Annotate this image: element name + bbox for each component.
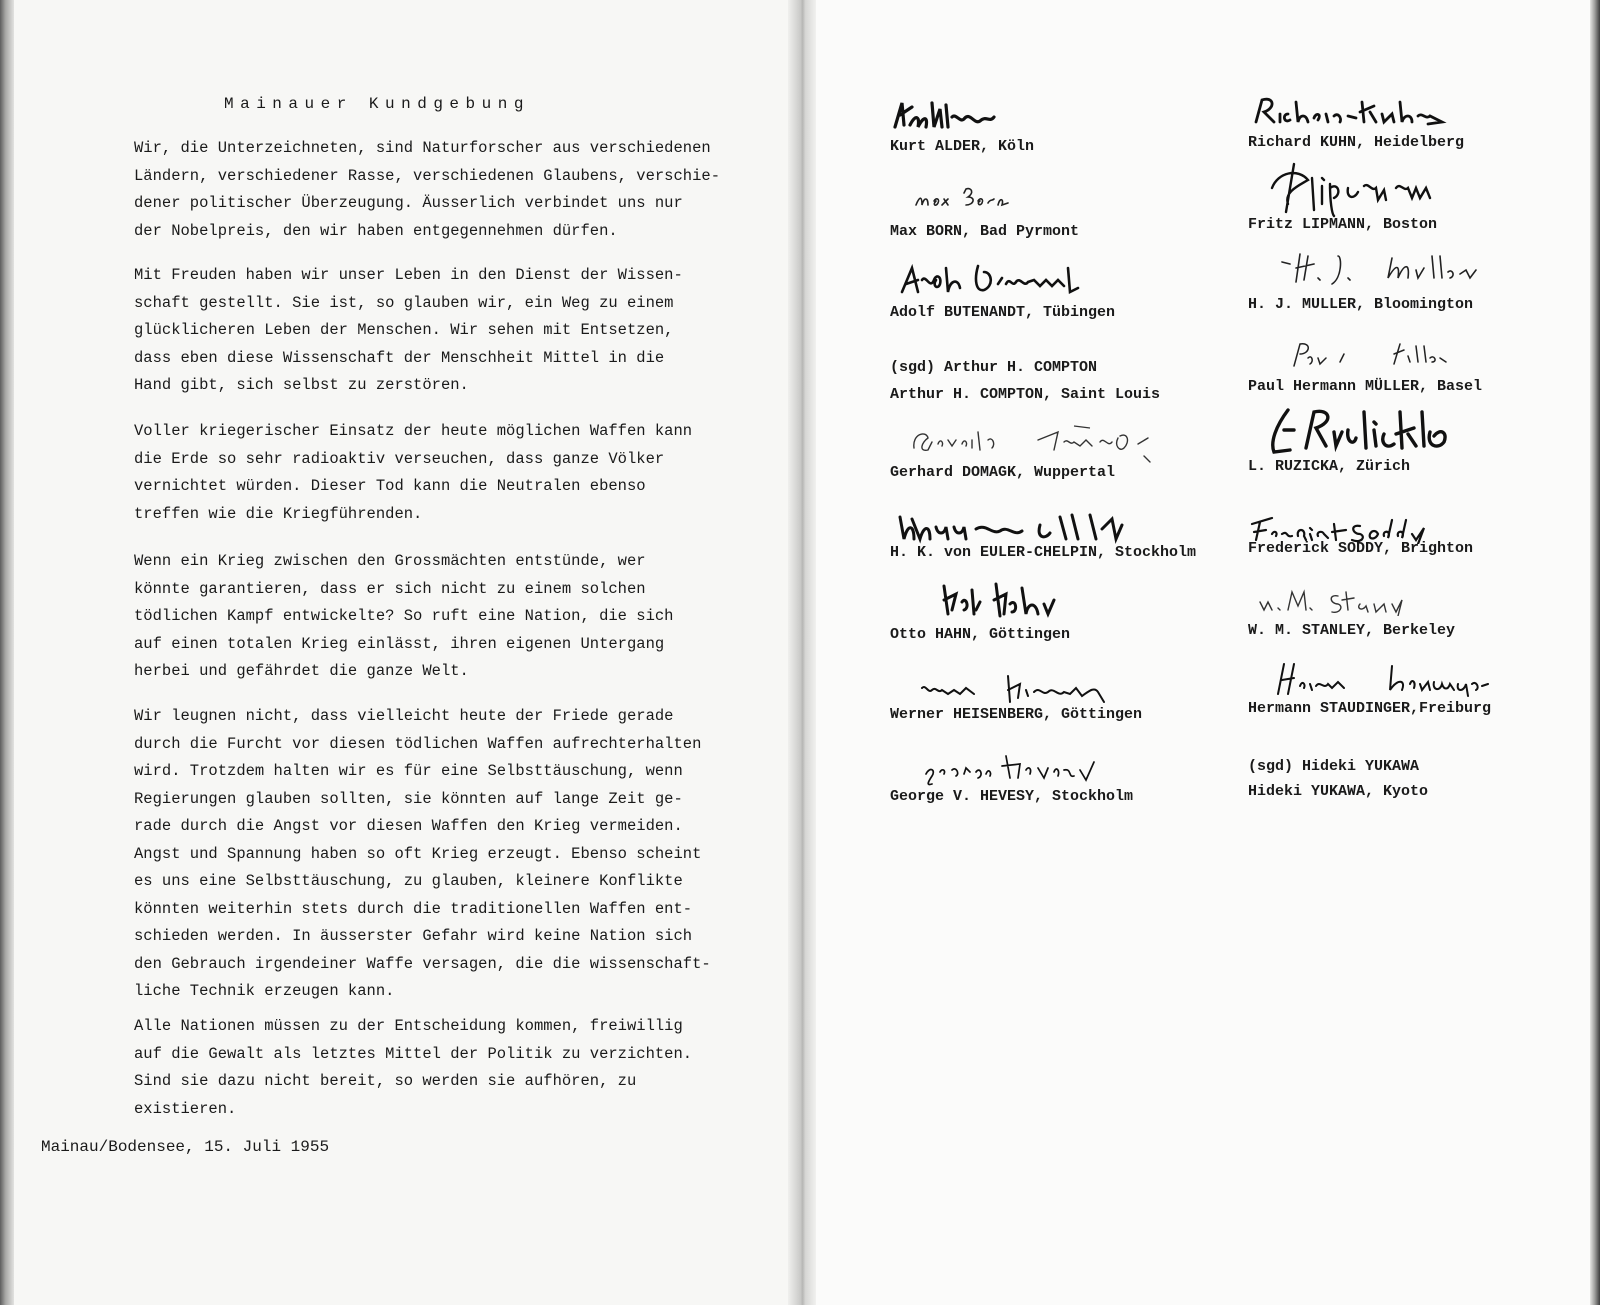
handwritten-signature (898, 258, 1168, 302)
paragraph-6: Alle Nationen müssen zu der Entscheidung kommen, freiwillig auf die Gewalt als letztes Mittel der Politik zu verzichten. Sind sie dazu nicht bereit, so werden sie aufhören, zu existieren. (134, 1017, 693, 1118)
dateline: Mainau/Bodensee, 15. Juli 1955 (41, 1138, 330, 1156)
handwritten-signature (914, 183, 1014, 213)
handwritten-signature (1252, 92, 1452, 132)
signatory-name: L. RUZICKA, Zürich (1248, 458, 1411, 475)
handwritten-signature (1280, 248, 1500, 288)
book-edge-left (0, 0, 14, 1305)
signatory-name: W. M. STANLEY, Berkeley (1248, 622, 1456, 639)
handwritten-signature (1290, 340, 1460, 372)
handwritten-signature (896, 505, 1136, 549)
signatory-name: Paul Hermann MÜLLER, Basel (1248, 378, 1483, 395)
signatory-name: Adolf BUTENANDT, Tübingen (890, 304, 1116, 321)
handwritten-signature (908, 418, 1178, 468)
handwritten-signature (918, 668, 1158, 708)
handwritten-signature (1268, 158, 1448, 218)
book-edge-right (1590, 0, 1600, 1305)
signatory-name: Fritz LIPMANN, Boston (1248, 216, 1438, 233)
handwritten-signature (1272, 660, 1512, 700)
signatory-name: Max BORN, Bad Pyrmont (890, 223, 1080, 240)
signatory-name: Kurt ALDER, Köln (890, 138, 1035, 155)
paragraph-3: Voller kriegerischer Einsatz der heute möglichen Waffen kann die Erde so sehr radioaktiv verseuchen, dass ganze Völker vernichtet würden. Dieser Tod kann die Neutralen ebenso treffen wie die Kriegführenden. (134, 422, 693, 523)
handwritten-signature (1256, 586, 1416, 616)
signatory-name: H. J. MULLER, Bloomington (1248, 296, 1474, 313)
handwritten-signature (940, 580, 1060, 625)
signatory-name: George V. HEVESY, Stockholm (890, 788, 1134, 805)
sgd-line: (sgd) Hideki YUKAWA (1248, 758, 1420, 775)
signatory-name: Werner HEISENBERG, Göttingen (890, 706, 1143, 723)
signatory-name: H. K. von EULER-CHELPIN, Stockholm (890, 544, 1197, 561)
signatory-name: Frederick SODDY, Brighton (1248, 540, 1474, 557)
right-page (816, 0, 1590, 1305)
book-gutter (788, 0, 816, 1305)
signatory-name: Otto HAHN, Göttingen (890, 626, 1071, 643)
sgd-line: (sgd) Arthur H. COMPTON (890, 359, 1098, 376)
signatory-name: Arthur H. COMPTON, Saint Louis (890, 386, 1161, 403)
signatory-name: Gerhard DOMAGK, Wuppertal (890, 464, 1116, 481)
signatory-name: Hermann STAUDINGER,Freiburg (1248, 700, 1492, 717)
paragraph-2: Mit Freuden haben wir unser Leben in den Dienst der Wissen- schaft gestellt. Sie ist, so glauben wir, ein Weg zu einem glücklicheren Leben der Menschen. Wir sehen mit Entsetzen, dass eben diese Wissenschaft der Menschheit Mittel in die Hand gibt, sich selbst zu zerstören. (134, 266, 683, 394)
signatory-name: Richard KUHN, Heidelberg (1248, 134, 1465, 151)
paragraph-5: Wir leugnen nicht, dass vielleicht heute der Friede gerade durch die Furcht vor diesen tödlichen Waffen aufrechterhalten wird. Trotzdem halten wir es für eine Selbsttäuschung, wenn Regierungen glauben sollten, sie könnten auf lange Zeit ge- rade durch die Angst vor diesen Waffen den Krieg vermeiden. Angst und Spannung haben so oft Krieg erzeugt. Ebenso scheint es uns eine Selbsttäuschung, zu glauben, kleinere Konflikte könnten weiterhin stets durch die traditionellen Waffen ent- schieden werden. In äusserster Gefahr wird keine Nation sich den Gebrauch irgendeiner Waffe versagen, die die wissenschaft- liche Technik erzeugen kann. (134, 707, 711, 1000)
signatory-name: Hideki YUKAWA, Kyoto (1248, 783, 1429, 800)
handwritten-signature (890, 95, 1010, 140)
paragraph-1: Wir, die Unterzeichneten, sind Naturforscher aus verschiedenen Ländern, verschiedener Rasse, verschiedenen Glaubens, verschie- dener politischer Überzeugung. Äusserlich verbindet uns nur der Nobelpreis, den wir haben entgegennehmen dürfen. (134, 139, 720, 240)
paragraph-4: Wenn ein Krieg zwischen den Grossmächten entstünde, wer könnte garantieren, dass er sich nicht zu einem solchen tödlichen Kampf entwickelte? So ruft eine Nation, die sich auf einen totalen Krieg einlässt, ihren eigenen Untergang herbei und gefährdet die ganze Welt. (134, 552, 674, 680)
left-page (14, 0, 788, 1305)
handwritten-signature (1266, 402, 1476, 462)
handwritten-signature (922, 748, 1142, 788)
document-title: Mainauer Kundgebung (224, 95, 530, 113)
